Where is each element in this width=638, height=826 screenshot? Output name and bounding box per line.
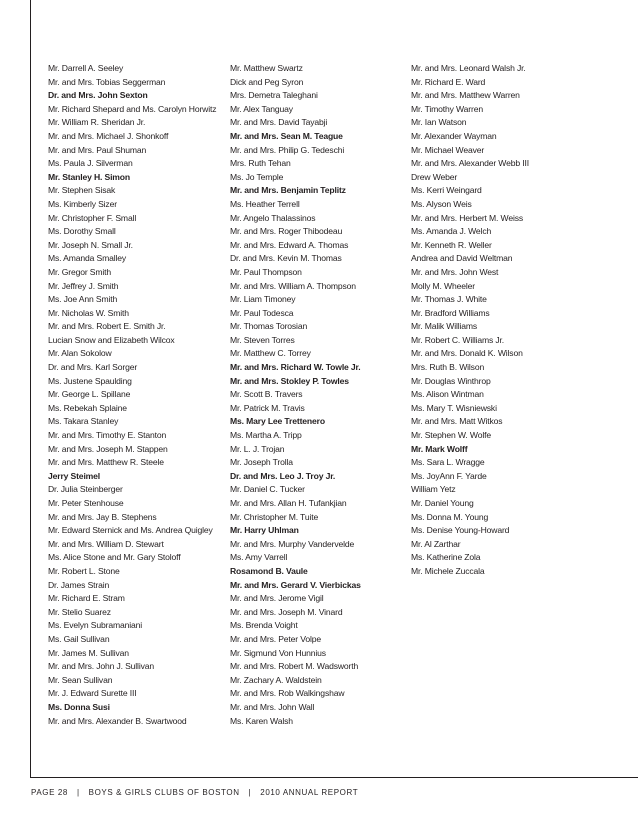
donor-name: Mr. Edward Sternick and Ms. Andrea Quigley: [48, 525, 213, 536]
donor-name: Mr. Michael Weaver: [411, 144, 485, 155]
donor-name: Rosamond B. Vaule: [230, 565, 308, 576]
donor-name: Mr. and Mrs. Allan H. Tufankjian: [230, 498, 347, 508]
donor-name: Mr. and Mrs. Alexander B. Swartwood: [48, 715, 187, 726]
donor-name: Ms. Donna Susi: [48, 701, 110, 712]
donor-name: Mr. and Mrs. Matthew Warren: [411, 90, 520, 101]
donor-name: Ms. Katherine Zola: [411, 552, 481, 563]
donor-name: Mrs. Ruth Tehan: [230, 158, 291, 169]
donor-name: Mr. Thomas Torosian: [230, 321, 308, 332]
donor-name: Ms. Martha A. Tripp: [230, 430, 302, 441]
donor-name: Ms. Karen Walsh: [230, 715, 293, 726]
donor-name: Mr. George L. Spillane: [48, 389, 131, 400]
donor-name: Ms. JoyAnn F. Yarde: [411, 470, 487, 481]
donor-name: Lucian Snow and Elizabeth Wilcox: [48, 334, 175, 345]
donor-name: Mr. J. Edward Surette III: [48, 688, 137, 699]
donor-name: Ms. Sara L. Wragge: [411, 457, 485, 468]
donor-name: Mr. Richard E. Stram: [48, 593, 125, 604]
donor-column-1: [48, 62, 216, 728]
donor-name: Mr. Mark Wolff: [411, 443, 468, 454]
donor-name: Mr. Nicholas W. Smith: [48, 307, 129, 318]
donor-name: Molly M. Wheeler: [411, 280, 475, 291]
donor-name: Ms. Kerri Weingard: [411, 185, 482, 196]
donor-name: Mr. Alexander Wayman: [411, 130, 497, 141]
donor-name: Mr. Alex Tanguay: [230, 103, 293, 114]
donor-name: Mr. and Mrs. Stokley P. Towles: [230, 375, 349, 386]
donor-name: Mr. Stephen Sisak: [48, 185, 116, 196]
donor-name: Mr. Peter Stenhouse: [48, 498, 124, 508]
organization-name: BOYS & GIRLS CLUBS OF BOSTON: [88, 788, 240, 797]
donor-name: Mr. and Mrs. William D. Stewart: [48, 538, 164, 549]
donor-name: Mr. L. J. Trojan: [230, 443, 285, 454]
donor-name: Mr. and Mrs. Michael J. Shonkoff: [48, 130, 169, 141]
donor-name: Mr. Daniel C. Tucker: [230, 484, 305, 495]
page-frame-left-rule: [30, 0, 31, 777]
donor-name: Mr. and Mrs. Robert M. Wadsworth: [230, 661, 359, 672]
donor-name: Mr. James M. Sullivan: [48, 647, 129, 658]
donor-name: Mrs. Demetra Taleghani: [230, 90, 318, 101]
donor-name: Ms. Justene Spaulding: [48, 375, 132, 386]
donor-name: Mr. and Mrs. Roger Thibodeau: [230, 226, 343, 237]
donor-name: Mr. and Mrs. William A. Thompson: [230, 280, 356, 291]
donor-name: Mr. and Mrs. John J. Sullivan: [48, 661, 154, 672]
donor-name: Mr. Stanley H. Simon: [48, 171, 131, 182]
donor-name: Mr. and Mrs. Leonard Walsh Jr.: [411, 63, 526, 73]
donor-name: Ms. Paula J. Silverman: [48, 158, 133, 169]
donor-name: Mr. and Mrs. Sean M. Teague: [230, 130, 343, 141]
donor-name: Mr. and Mrs. Alexander Webb III: [411, 158, 529, 169]
donor-name: Mr. Ian Watson: [411, 117, 467, 128]
donor-name: Mr. Jeffrey J. Smith: [48, 280, 119, 291]
donor-name: Mr. and Mrs. Richard W. Towle Jr.: [230, 362, 361, 373]
donor-name: Jerry Steimel: [48, 470, 101, 481]
donor-name: Mr. Thomas J. White: [411, 294, 487, 305]
donor-name: Mr. Malik Williams: [411, 321, 478, 332]
donor-name: Mr. Matthew C. Torrey: [230, 348, 311, 359]
donor-name: Ms. Alice Stone and Mr. Gary Stoloff: [48, 552, 181, 563]
donor-name: Dr. and Mrs. Kevin M. Thomas: [230, 253, 342, 264]
donor-name: Mr. and Mrs. Jerome Vigil: [230, 593, 324, 604]
donor-name: Mr. Douglas Winthrop: [411, 375, 491, 386]
donor-name: Mr. and Mrs. Gerard V. Vierbickas: [230, 579, 361, 590]
donor-name: Ms. Brenda Voight: [230, 620, 298, 631]
donor-name: Ms. Joe Ann Smith: [48, 294, 118, 305]
donor-name: Mr. Angelo Thalassinos: [230, 212, 316, 223]
report-title: 2010 ANNUAL REPORT: [260, 788, 359, 797]
donor-name: Mr. Robert L. Stone: [48, 565, 120, 576]
donor-name: Mr. Paul Todesca: [230, 307, 294, 318]
donor-name: Mr. and Mrs. Matt Witkos: [411, 416, 503, 427]
donor-name: Mr. Gregor Smith: [48, 266, 112, 277]
donor-name: Mr. and Mrs. John West: [411, 266, 499, 277]
donor-name: Mr. Darrell A. Seeley: [48, 63, 124, 73]
donor-name: Mr. Stephen W. Wolfe: [411, 430, 491, 441]
donor-name: Mr. Steven Torres: [230, 334, 295, 345]
donor-name: Ms. Evelyn Subramaniani: [48, 620, 142, 631]
donor-name: Ms. Takara Stanley: [48, 416, 119, 427]
donor-name: Ms. Heather Terrell: [230, 198, 300, 209]
donor-name: Mr. and Mrs. David Tayabji: [230, 117, 328, 128]
donor-column-3: [411, 62, 529, 579]
donor-name: Ms. Jo Temple: [230, 171, 284, 182]
donor-name: Mr. and Mrs. John Wall: [230, 701, 315, 712]
donor-name: Mr. and Mrs. Matthew R. Steele: [48, 457, 164, 468]
donor-name: Mr. Daniel Young: [411, 498, 474, 508]
donor-name: Mr. Kenneth R. Weller: [411, 239, 492, 250]
donor-name: Dr. Julia Steinberger: [48, 484, 123, 495]
donor-name: Mr. Joseph Trolla: [230, 457, 293, 468]
donor-name: Ms. Rebekah Splaine: [48, 402, 127, 413]
donor-name: Ms. Alyson Weis: [411, 198, 472, 209]
page-frame-bottom-rule: [30, 777, 638, 778]
donor-name: Mrs. Ruth B. Wilson: [411, 362, 485, 373]
donor-name: Dr. and Mrs. Karl Sorger: [48, 362, 138, 373]
donor-name: Ms. Gail Sullivan: [48, 633, 110, 644]
donor-name: Mr. Sean Sullivan: [48, 674, 113, 685]
donor-name: Mr. and Mrs. Rob Walkingshaw: [230, 688, 345, 699]
donor-name: Mr. Liam Timoney: [230, 294, 296, 305]
page-footer: [31, 788, 358, 797]
donor-name: Mr. and Mrs. Paul Shuman: [48, 144, 147, 155]
donor-name: Mr. Richard E. Ward: [411, 76, 486, 87]
donor-name: Drew Weber: [411, 171, 458, 182]
donor-name: Mr. Matthew Swartz: [230, 63, 303, 73]
donor-name: Ms. Kimberly Sizer: [48, 198, 117, 209]
donor-name: Mr. and Mrs. Murphy Vandervelde: [230, 538, 355, 549]
donor-name: William Yetz: [411, 484, 456, 495]
donor-name: Dr. and Mrs. John Sexton: [48, 90, 148, 101]
donor-name: Mr. Christopher M. Tuite: [230, 511, 319, 522]
donor-column-2: [230, 62, 361, 728]
donor-name: Mr. Al Zarthar: [411, 538, 461, 549]
donor-name: Mr. Stelio Suarez: [48, 606, 111, 617]
donor-name: Mr. and Mrs. Benjamin Teplitz: [230, 185, 346, 196]
donor-name: Mr. and Mrs. Joseph M. Vinard: [230, 606, 343, 617]
donor-name: Mr. and Mrs. Edward A. Thomas: [230, 239, 349, 250]
donor-name: Mr. and Mrs. Donald K. Wilson: [411, 348, 523, 359]
donor-name: Mr. Alan Sokolow: [48, 348, 112, 359]
donor-name: Dr. James Strain: [48, 579, 110, 590]
donor-name: Mr. Sigmund Von Hunnius: [230, 647, 326, 658]
donor-name: Mr. Patrick M. Travis: [230, 402, 305, 413]
footer-separator: |: [248, 788, 252, 797]
donor-name: Mr. and Mrs. Joseph M. Stappen: [48, 443, 168, 454]
donor-name: Mr. Bradford Williams: [411, 307, 490, 318]
donor-name: Mr. and Mrs. Philip G. Tedeschi: [230, 144, 345, 155]
donor-name: Andrea and David Weltman: [411, 253, 513, 264]
donor-name: Ms. Mary T. Wisniewski: [411, 402, 497, 413]
donor-name: Mr. Richard Shepard and Ms. Carolyn Horwitz: [48, 103, 217, 114]
donor-name: Ms. Dorothy Small: [48, 226, 116, 237]
donor-name: Dr. and Mrs. Leo J. Troy Jr.: [230, 470, 336, 481]
donor-name: Mr. Robert C. Williams Jr.: [411, 334, 505, 345]
donor-name: Mr. Christopher F. Small: [48, 212, 137, 223]
donor-name: Mr. and Mrs. Robert E. Smith Jr.: [48, 321, 166, 332]
donor-name: Mr. Scott B. Travers: [230, 389, 303, 400]
donor-name: Dick and Peg Syron: [230, 76, 304, 87]
donor-name: Mr. William R. Sheridan Jr.: [48, 117, 146, 128]
donor-name: Mr. and Mrs. Jay B. Stephens: [48, 511, 157, 522]
donor-name: Mr. and Mrs. Peter Volpe: [230, 633, 321, 644]
donor-name: Mr. Joseph N. Small Jr.: [48, 239, 133, 250]
page-number: PAGE 28: [31, 788, 68, 797]
donor-name: Ms. Alison Wintman: [411, 389, 484, 400]
donor-name: Mr. Michele Zuccala: [411, 565, 485, 576]
donor-name: Ms. Donna M. Young: [411, 511, 489, 522]
donor-name: Mr. and Mrs. Timothy E. Stanton: [48, 430, 167, 441]
donor-name: Mr. Timothy Warren: [411, 103, 483, 114]
donor-name: Mr. Zachary A. Waldstein: [230, 674, 322, 685]
donor-name: Ms. Amanda Smalley: [48, 253, 127, 264]
donor-name: Mr. and Mrs. Herbert M. Weiss: [411, 212, 524, 223]
donor-name: Mr. Paul Thompson: [230, 266, 302, 277]
donor-name: Mr. Harry Uhlman: [230, 525, 299, 536]
footer-separator: |: [76, 788, 80, 797]
donor-name: Ms. Amy Varrell: [230, 552, 288, 563]
donor-name: Ms. Amanda J. Welch: [411, 226, 492, 237]
donor-name: Mr. and Mrs. Tobias Seggerman: [48, 76, 166, 87]
donor-name: Ms. Mary Lee Trettenero: [230, 416, 325, 427]
donor-name: Ms. Denise Young-Howard: [411, 525, 510, 536]
